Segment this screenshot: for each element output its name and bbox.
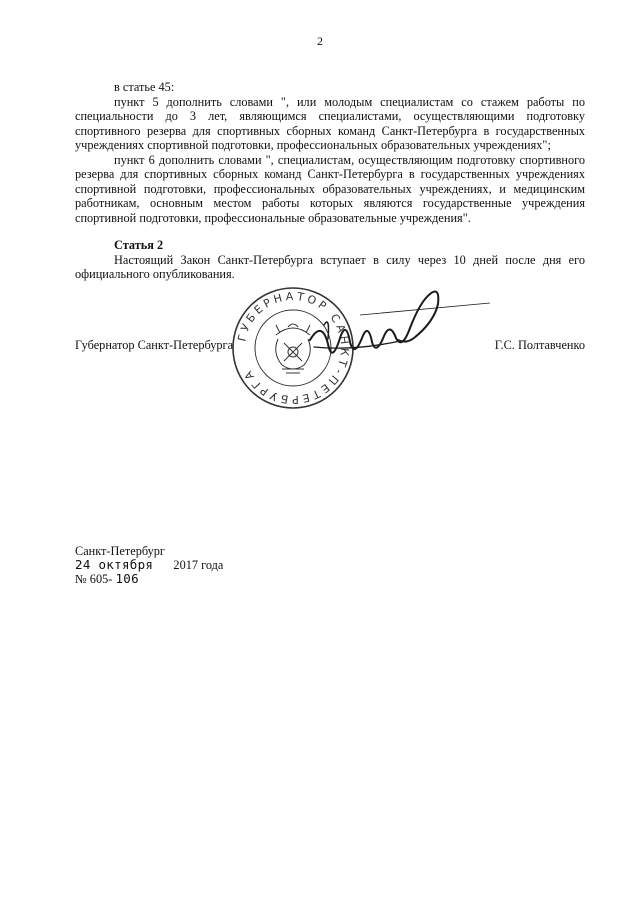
signature-icon (300, 285, 500, 385)
governor-name: Г.С. Полтавченко (494, 338, 585, 352)
number-stamp: 106 (115, 571, 139, 586)
date-stamp: 24 октября (75, 557, 154, 572)
date-line (75, 558, 223, 572)
article-2-block (75, 238, 585, 282)
amendments-block (75, 80, 585, 225)
city-label: Санкт-Петербург (75, 544, 165, 558)
article-45-item-5: пункт 5 дополнить словами ", или молодым специалистам со стажем работы по специальности до 3 лет, являющимся специалистами, осуществляющими подготовку спортивного резерва для спортивных сборных команд Санкт-Петербурга в государственных учреждениях спортивной подготовки, профессиональных образовательных учреждениях"; (75, 94, 585, 152)
governor-title: Губернатор Санкт-Петербурга (75, 338, 234, 352)
number-prefix: № 605- (75, 572, 113, 586)
article-45-intro: в статье 45: (114, 80, 175, 94)
year-label: 2017 года (173, 558, 224, 572)
number-line (75, 572, 223, 586)
document-footer (75, 544, 223, 586)
article-2-text: Настоящий Закон Санкт-Петербурга вступает в силу через 10 дней после дня его официального опубликования. (75, 252, 585, 281)
handwritten-signature (300, 285, 500, 385)
article-45-item-6: пункт 6 дополнить словами ", специалистам, осуществляющим подготовку спортивного резерва для спортивных сборных команд Санкт-Петербурга в государственных учреждениях спортивной подготовки, профессиональных образовательных учреждениях, и медицинским работникам, основным местом работы которых являются государственные учреждения спортивной подготовки, профессиональные образовательные учреждения". (75, 152, 585, 225)
page-number: 2 (317, 34, 323, 48)
article-2-heading: Статья 2 (114, 238, 164, 252)
seal-text: ГУБЕРНАТОР САНКТ-ПЕТЕРБУРГА (235, 289, 352, 407)
